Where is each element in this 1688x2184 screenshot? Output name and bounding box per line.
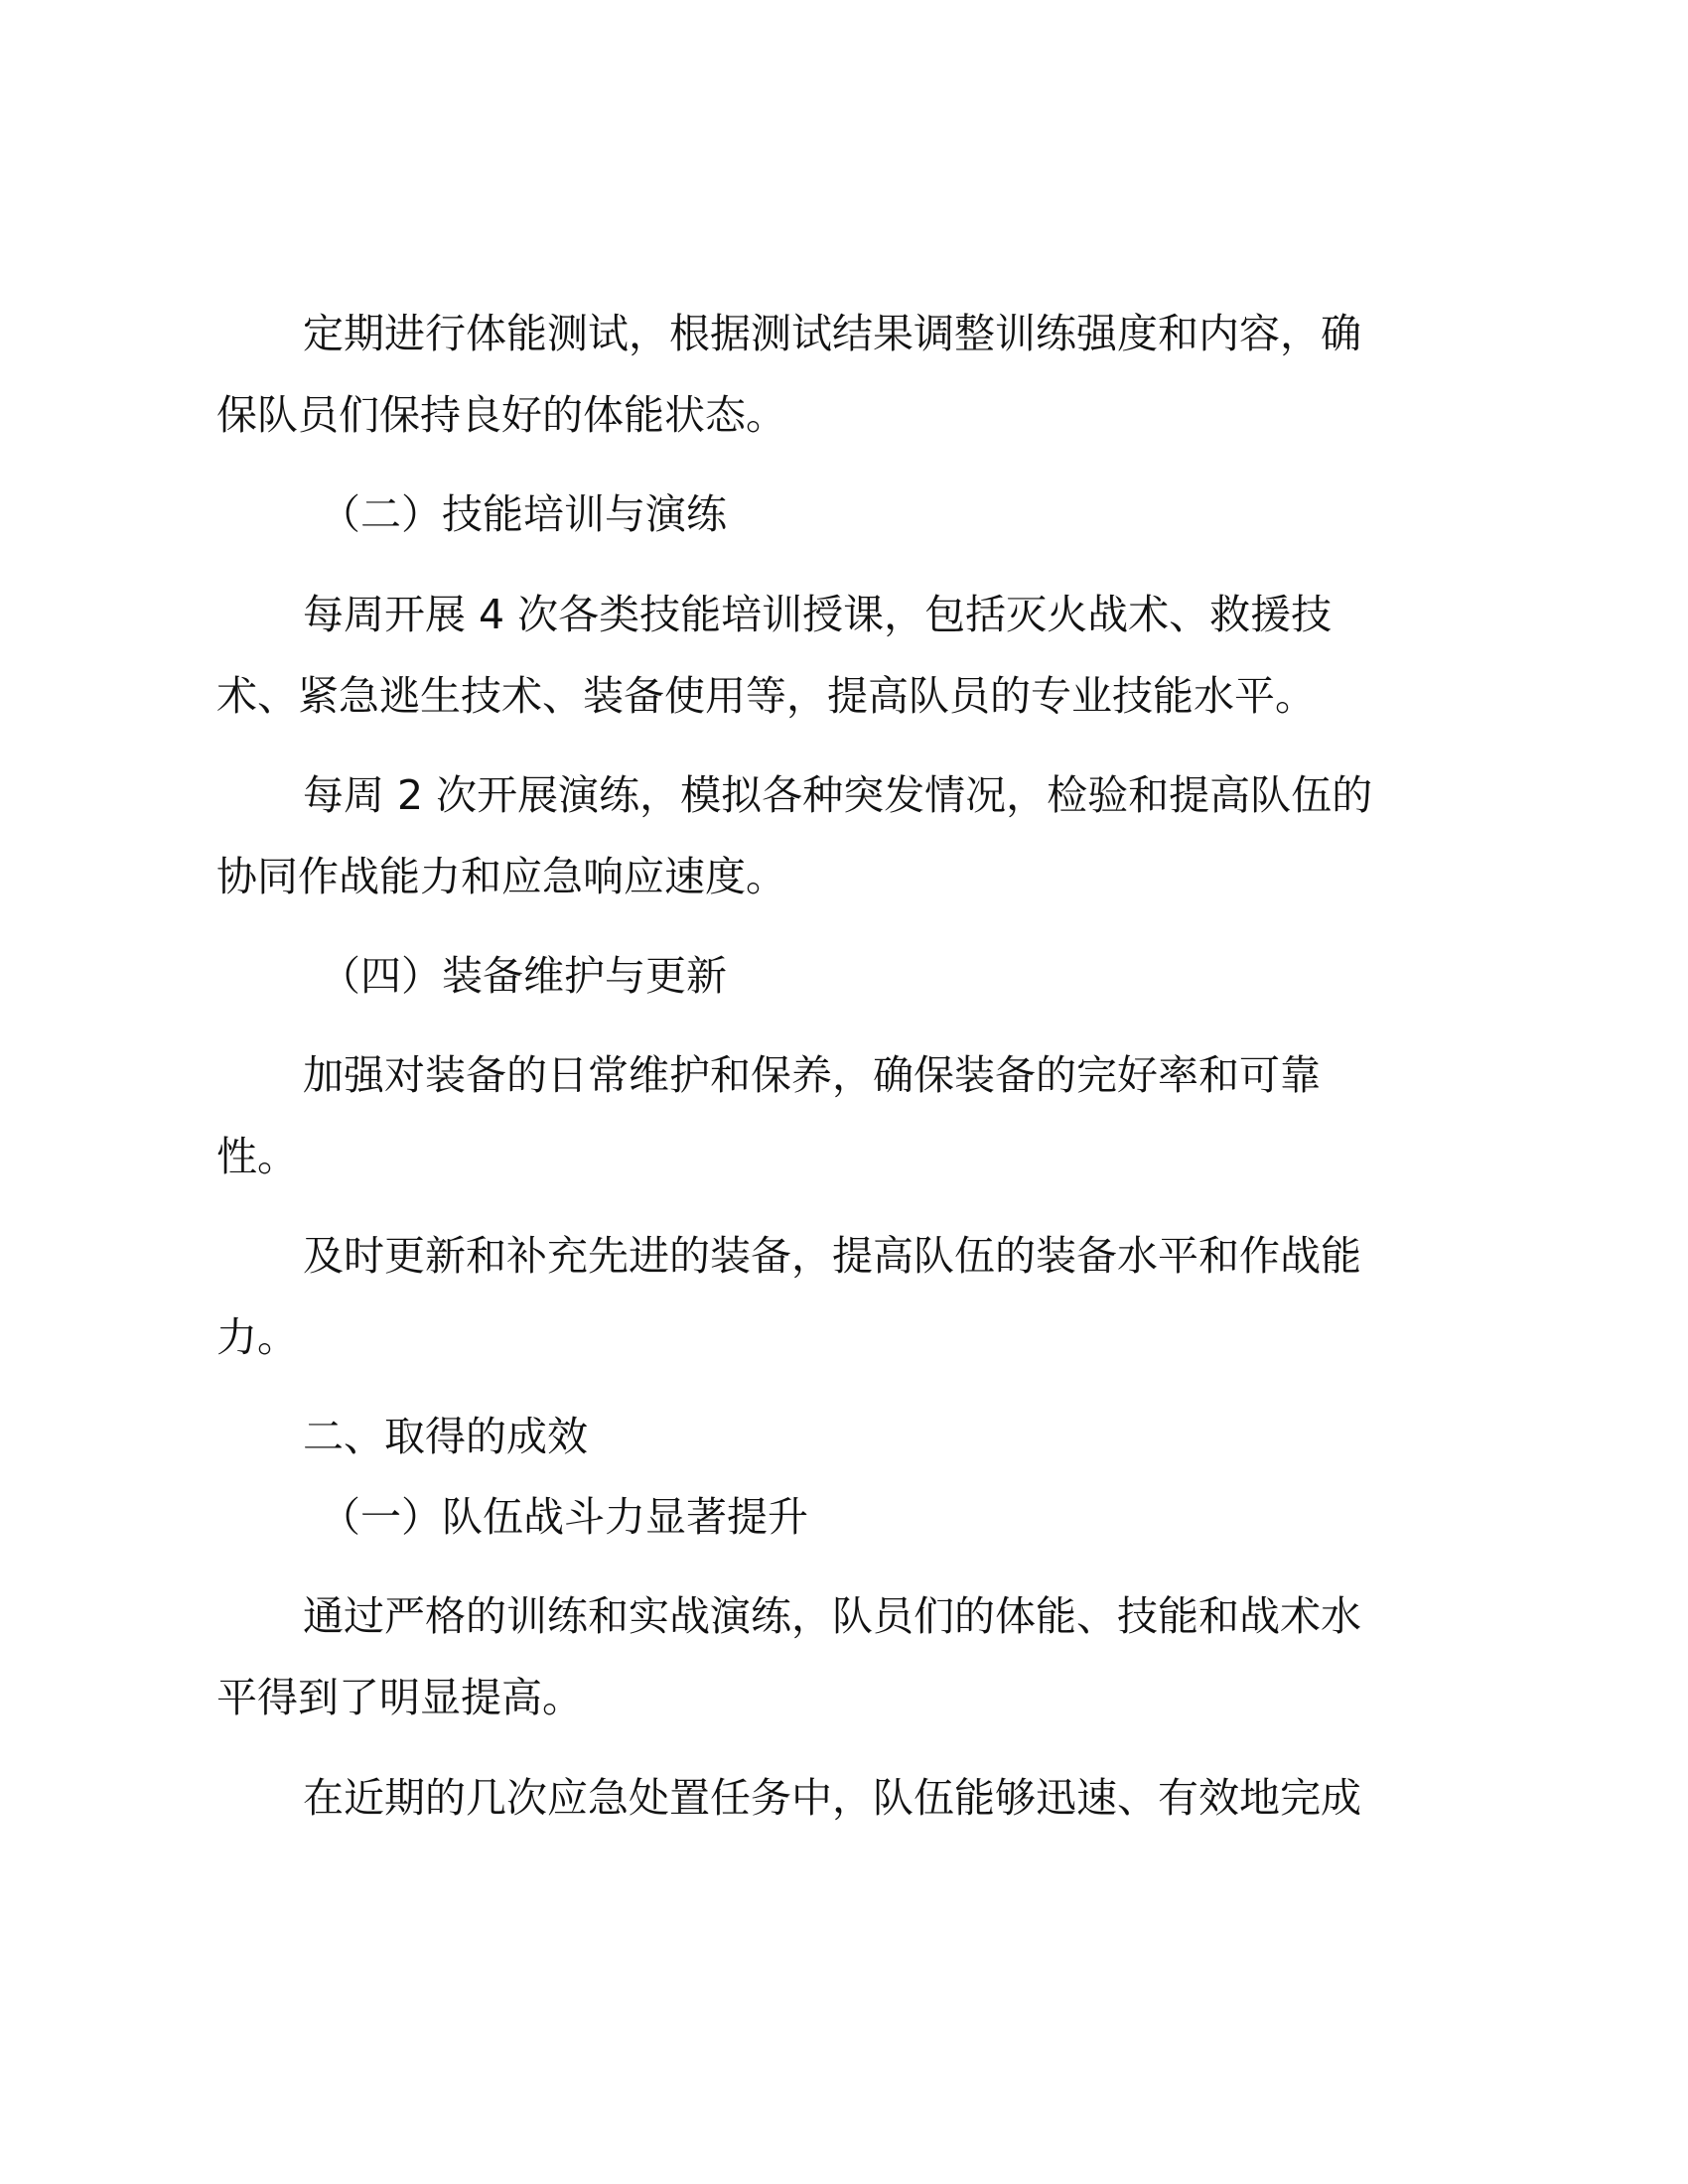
paragraph-line: 每周开展 4 次各类技能培训授课，包括灭火战术、救援技: [303, 591, 1333, 638]
paragraph-line: 定期进行体能测试，根据测试结果调整训练强度和内容，确: [303, 310, 1361, 357]
subheading-skills-training: （二）技能培训与演练: [320, 490, 727, 538]
subheading-combat-effectiveness: （一）队伍战斗力显著提升: [320, 1493, 808, 1541]
paragraph-line: 在近期的几次应急处置任务中，队伍能够迅速、有效地完成: [303, 1774, 1361, 1822]
paragraph-line: 保队员们保持良好的体能状态。: [216, 391, 786, 439]
paragraph-line: 性。: [216, 1133, 298, 1180]
paragraph-line: 平得到了明显提高。: [216, 1674, 583, 1721]
paragraph-line: 协同作战能力和应急响应速度。: [216, 853, 786, 900]
subheading-equipment: （四）装备维护与更新: [320, 952, 727, 1000]
paragraph-line: 通过严格的训练和实战演练，队员们的体能、技能和战术水: [303, 1592, 1361, 1640]
paragraph-line: 及时更新和补充先进的装备，提高队伍的装备水平和作战能: [303, 1232, 1361, 1280]
paragraph-line: 术、紧急逃生技术、装备使用等，提高队员的专业技能水平。: [216, 672, 1316, 720]
paragraph-line: 加强对装备的日常维护和保养，确保装备的完好率和可靠: [303, 1051, 1321, 1099]
paragraph-line: 力。: [216, 1313, 298, 1361]
section-heading-results: 二、取得的成效: [303, 1413, 588, 1460]
paragraph-line: 每周 2 次开展演练，模拟各种突发情况，检验和提高队伍的: [303, 771, 1373, 819]
